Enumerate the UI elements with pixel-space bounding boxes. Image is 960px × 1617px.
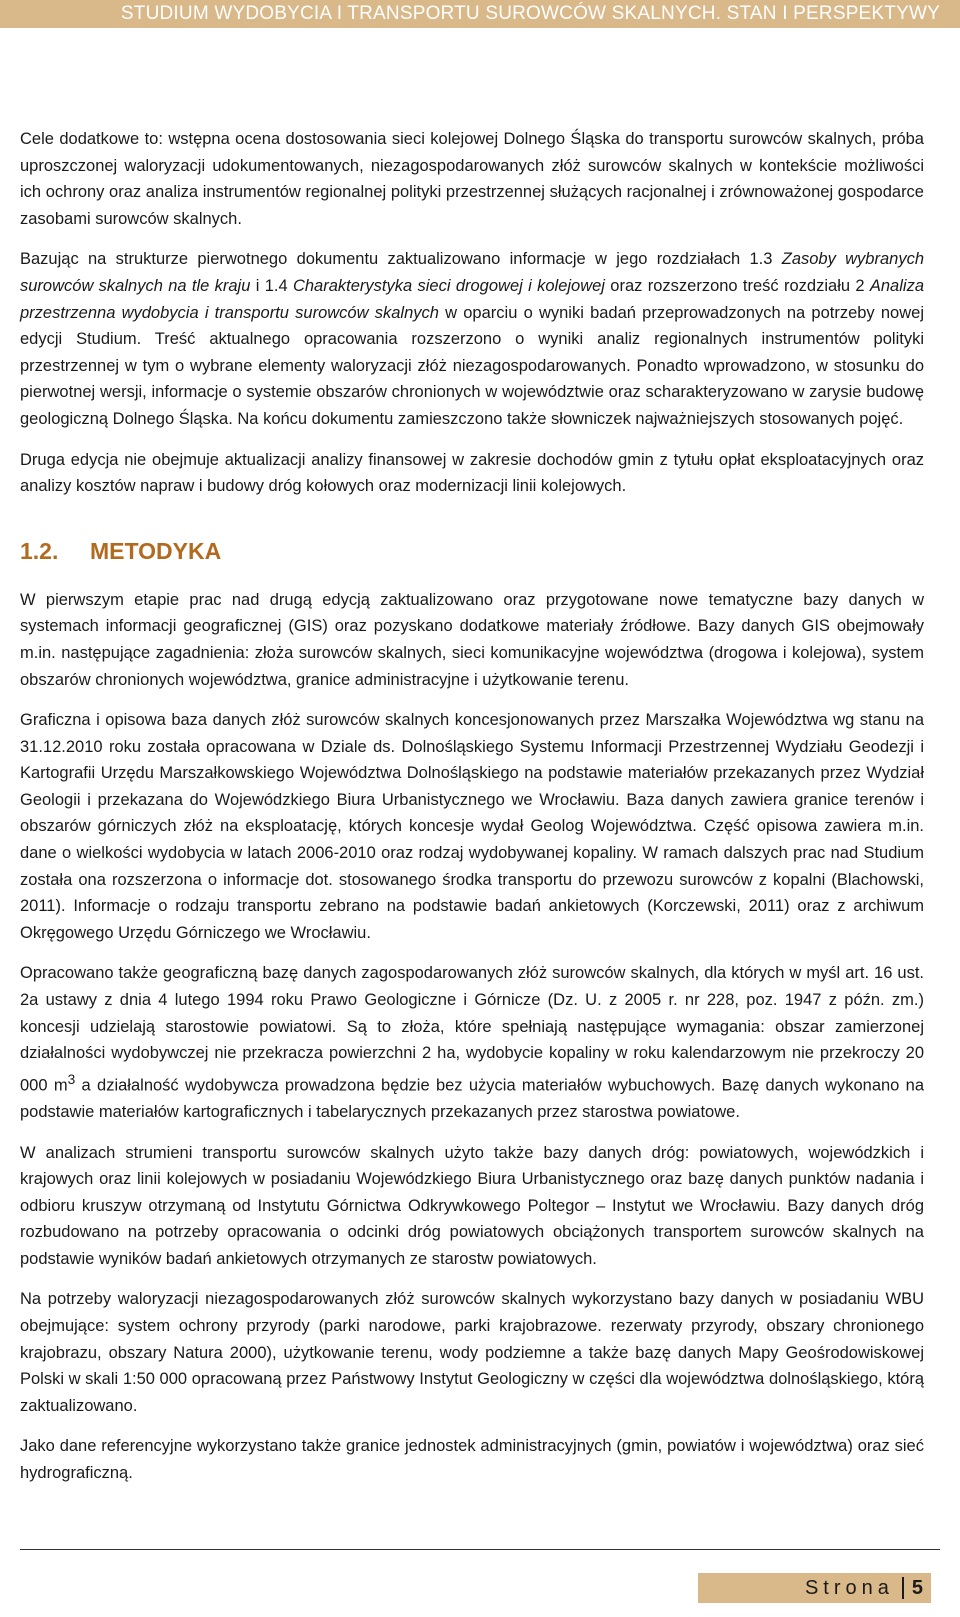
chapter-title-1-3: Zasoby wybranych surowców skalnych na tle kraju — [20, 250, 925, 295]
paragraph-county-deposits — [20, 960, 924, 1125]
chapter-title-1-4: Charakterystyka sieci drogowej i kolejowej — [292, 276, 605, 295]
footer-divider — [20, 1549, 940, 1550]
paragraph-second-edition: Druga edycja nie obejmuje aktualizacji analizy finansowej w zakresie dochodów gmin z tytułu opłat eksploatacyjnych oraz analizy kosztów napraw i budowy dróg kołowych oraz modernizacji linii kolejowych. — [20, 450, 924, 496]
section-title: METODYKA — [90, 537, 222, 564]
paragraph-goals: Cele dodatkowe to: wstępna ocena dostosowania sieci kolejowej Dolnego Śląska do transportu surowców skalnych, próba uproszczonej waloryzacji udokumentowanych, niezagospodarowanych złóż surowców skalnych w kontekście możliwości ich ochrony oraz analiza instrumentów regionalnej polityki przestrzennej służących racjonalnej i zrównoważonej gospodarce zasobami surowców skalnych. — [20, 130, 924, 228]
page-number-box — [698, 1573, 931, 1603]
document-title: STUDIUM WYDOBYCIA I TRANSPORTU SUROWCÓW SKALNYCH. STAN I PERSPEKTYWY — [120, 3, 940, 24]
text-run: i 1.4 — [250, 276, 293, 295]
text-run: Bazując na strukturze pierwotnego dokumentu zaktualizowano informacje w jego rozdziałach 1.3 — [20, 250, 782, 269]
paragraph-transport-analysis: W analizach strumieni transportu surowców skalnych użyto także bazy danych dróg: powiatowych, wojewódzkich i krajowych oraz linii kolejowych w posiadaniu Wojewódzkiego Biura Urbanistycznego oraz bazę danych punktów nadania i odbioru kruszyw otrzymaną od Instytutu Górnictwa Odkrywkowego Poltegor – Instytut we Wrocławiu. Bazy danych dróg rozbudowano na potrzeby opracowania o odcinki dróg powiatowych obciążonych transportem surowców skalnych na podstawie wyników badań ankietowych otrzymanych ze starostw powiatowych. — [20, 1143, 924, 1268]
page-number: 5 — [911, 1576, 923, 1599]
section-number: 1.2. — [20, 537, 59, 564]
paragraph-gis-databases: W pierwszym etapie prac nad drugą edycją zaktualizowano oraz przygotowane nowe tematyczne bazy danych w systemach informacji geograficznej (GIS) oraz pozyskano dodatkowe materiały źródłowe. Bazy danych GIS obejmowały m.in. następujące zagadnienia: złoża surowców skalnych, sieci komunikacyjne województwa (drogowa i kolejowa), system obszarów chronionych województwa, granice administracyjne i użytkowanie terenu. — [20, 590, 924, 689]
page-content — [20, 126, 924, 1501]
section-heading — [20, 538, 924, 565]
text-run: oraz rozszerzono treść rozdziału 2 — [604, 276, 870, 295]
paragraph-reference-data: Jako dane referencyjne wykorzystano także granice jednostek administracyjnych (gmin, powiatów i województwa) oraz sieć hydrograficzną. — [20, 1437, 924, 1483]
paragraph-deposit-database: Graficzna i opisowa baza danych złóż surowców skalnych koncesjonowanych przez Marszałka Województwa wg stanu na 31.12.2010 roku została opracowana w Dziale ds. Dolnośląskiego Systemu Informacji Przestrzennej Wydziału Geodezji i Kartografii Urzędu Marszałkowskiego Województwa Dolnośląskiego na podstawie materiałów przekazanych przez Wydział Geologii i przekazana do Wojewódzkiego Biura Urbanistycznego we Wrocławiu. Baza danych zawiera granice terenów i obszarów górniczych złóż na eksploatację, których koncesje wydał Geolog Województwa. Część opisowa zawiera m.in. dane o wielkości wydobycia w latach 2006-2010 oraz rodzaj wydobywanej kopaliny. W ramach dalszych prac nad Studium została ona rozszerzona o informacje dot. stosowanego środka transportu do przewozu surowców z kopalni (Blachowski, 2011). Informacje o rodzaju transportu zebrano na podstawie badań ankietowych (Korczewski, 2011) oraz z archiwum Okręgowego Urzędu Górniczego we Wrocławiu. — [20, 711, 924, 942]
paragraph-update-scope — [20, 246, 924, 432]
text-run: w oparciu o wyniki badań przeprowadzonych na potrzeby nowej edycji Studium. Treść aktualnego opracowania rozszerzono o wyniki analiz regionalnych instrumentów polityki przestrzennej w tym o wybrane elementy waloryzacji złóż niezagospodarowanych. Ponadto wprowadzono, w stosunku do pierwotnej wersji, informacje o systemie obszarów chronionych w województwie oraz scharakteryzowano w zarysie budowę geologiczną Dolnego Śląska. Na końcu dokumentu zamieszczono także słowniczek najważniejszych stosowanych pojęć. — [20, 303, 924, 428]
superscript: 3 — [67, 1071, 76, 1087]
paragraph-valorization: Na potrzeby waloryzacji niezagospodarowanych złóż surowców skalnych wykorzystano bazy danych w posiadaniu WBU obejmujące: system ochrony przyrody (parki narodowe, parki krajobrazowe. rezerwaty przyrody, obszary chronionego krajobrazu, obszary Natura 2000), użytkowanie terenu, wody podziemne a także bazę danych Mapy Geośrodowiskowej Polski w skali 1:50 000 opracowaną przez Państwowy Instytut Geologiczny w części dla województwa dolnośląskiego, którą zaktualizowano. — [20, 1290, 924, 1415]
page-separator — [902, 1577, 904, 1599]
text-run: Opracowano także geograficzną bazę danych zagospodarowanych złóż surowców skalnych, dla których w myśl art. 16 ust. 2a ustawy z dnia 4 lutego 1994 roku Prawo Geologiczne i Górnicze (Dz. U. z 2005 r. nr 228, poz. 1947 z późn. zm.) koncesji udzielają starostowie powiatowi. Są to złoża, które spełniają następujące wymagania: obszar zamierzonej działalności wydobywczej nie przekracza powierzchni 2 ha, wydobycie kopaliny w roku kalendarzowym nie przekroczy 20 000 m — [20, 964, 924, 1095]
chapter-title-2: Analiza przestrzenna wydobycia i transportu surowców skalnych — [20, 276, 924, 322]
text-run: a działalność wydobywcza prowadzona będzie bez użycia materiałów wybuchowych. Bazę danych wykonano na podstawie materiałów kartograficznych i tabelarycznych przekazanych przez starostwa powiatowe. — [20, 1076, 925, 1121]
header-bar — [0, 0, 960, 28]
page-label: Strona — [804, 1576, 894, 1599]
